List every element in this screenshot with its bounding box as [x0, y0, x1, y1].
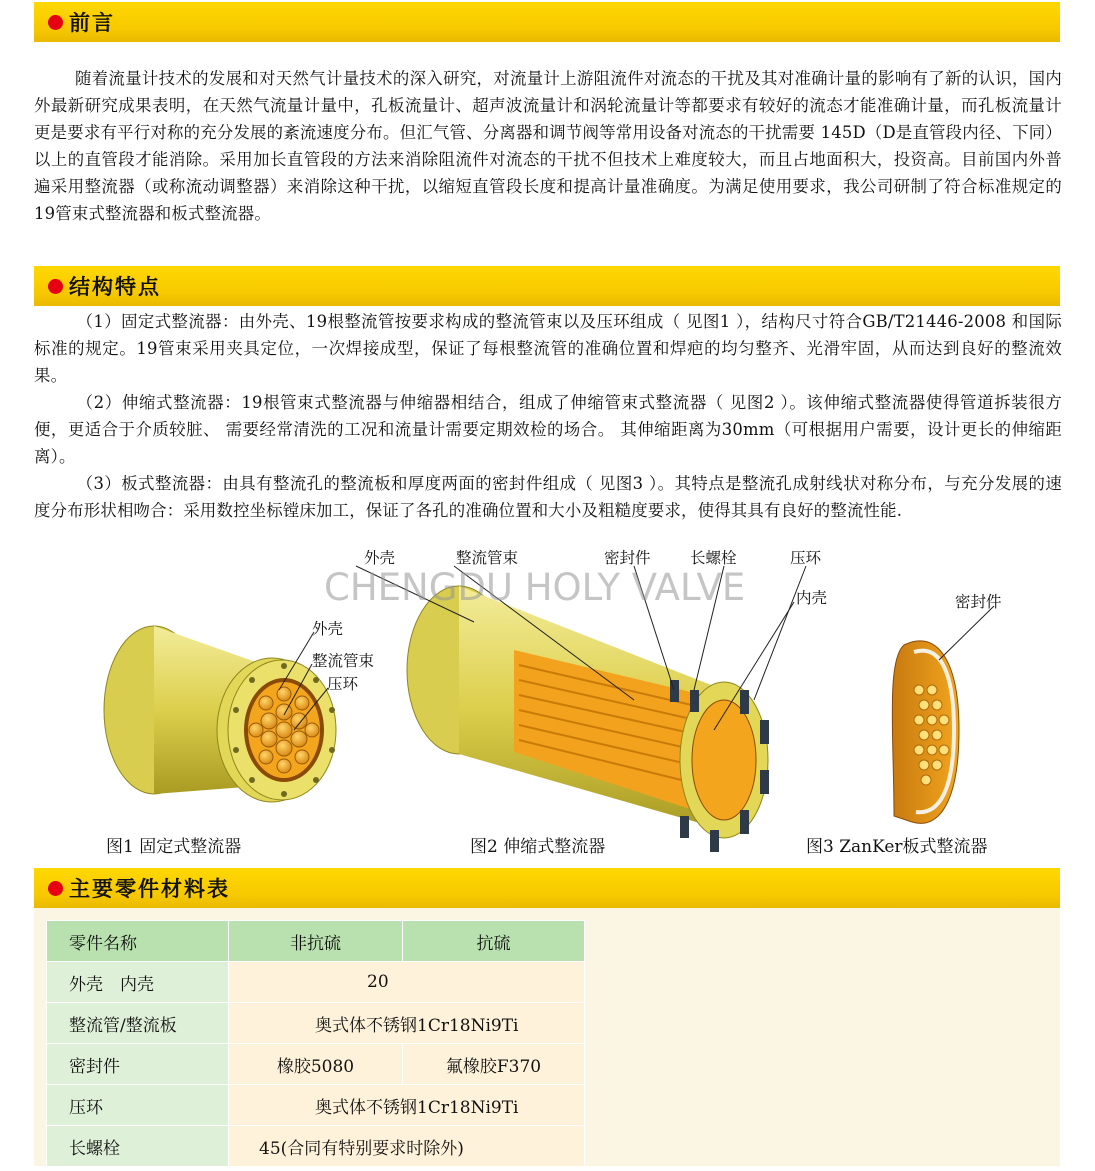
fig3-drawing — [892, 606, 994, 823]
fig1-label-shell: 外壳 — [312, 620, 344, 638]
fig2-label-inner-shell: 内壳 — [796, 589, 828, 607]
table-row — [47, 1126, 585, 1167]
table-cell-name: 密封件 — [47, 1044, 229, 1085]
structure-item-3: （3）板式整流器：由具有整流孔的整流板和厚度两面的密封件组成（ 见图3 ）。其特点是整流孔成射线状对称分布，与充分发展的速度分布形状相吻合：采用数控坐标镗床加工，保证了各孔的准确位置和大小及粗糙度要求，使得其具有良好的整流性能. — [34, 474, 1062, 520]
bullet-dot-icon — [48, 279, 63, 294]
table-cell-name: 外壳 内壳 — [47, 962, 229, 1003]
fig1-label-tube-bundle: 整流管束 — [312, 652, 375, 670]
table-row — [47, 962, 585, 1003]
fig2-label-shell: 外壳 — [364, 549, 396, 567]
table-cell-non-sulfur: 橡胶5080 — [229, 1044, 403, 1085]
structure-item-1: （1）固定式整流器：由外壳、19根整流管按要求构成的整流管束以及压环组成（ 见图1 ），结构尺寸符合GB/T21446-2008 和国际标准的规定。19管束采用夹具定位，一次焊接成型，保证了每根整流管的准确位置和焊疤的均匀整齐、光滑牢固，从而达到良好的整流效果。 — [34, 312, 1062, 385]
preface-text: 随着流量计技术的发展和对天然气计量技术的深入研究，对流量计上游阻流件对流态的干扰及其对准确计量的影响有了新的认识，国内外最新研究成果表明，在天然气流量计量中，孔板流量计、超声波流量计和涡轮流量计等都要求有较好的流态才能准确计量，而孔板流量计更是要求有平行对称的充分发展的紊流速度分布。但汇气管、分离器和调节阀等常用设备对流态的干扰需要 145D（D是直管段内径、下同）以上的直管段才能消除。采用加长直管段的方法来消除阻流件对流态的干扰不但技术上难度较大，而且占地面积大，投资高。目前国内外普遍采用整流器（或称流动调整器）来消除这种干扰，以缩短直管段长度和提高计量准确度。为满足使用要求，我公司研制了符合标准规定的19管束式整流器和板式整流器。 — [34, 69, 1062, 223]
table-cell-value: 奥式体不锈钢1Cr18Ni9Ti — [229, 1003, 585, 1044]
fig3-caption: 图3 ZanKer板式整流器 — [806, 837, 988, 857]
table-row — [47, 1003, 585, 1044]
section-title: 主要零件材料表 — [69, 877, 230, 901]
fig2-label-long-bolt: 长螺栓 — [690, 549, 737, 567]
materials-table — [46, 920, 585, 1167]
fig2-drawing — [407, 586, 769, 852]
table-header-sulfur: 抗硫 — [403, 921, 585, 962]
fig1-caption: 图1 固定式整流器 — [106, 837, 242, 857]
section-title: 前言 — [69, 11, 115, 35]
fig3-label-seal: 密封件 — [955, 593, 1002, 611]
fig2-caption: 图2 伸缩式整流器 — [470, 837, 606, 857]
fig2-label-tube-bundle: 整流管束 — [456, 549, 519, 567]
fig1-drawing — [104, 626, 336, 802]
table-header-part-name: 零件名称 — [47, 921, 229, 962]
structure-paragraphs — [34, 308, 1062, 524]
materials-table-panel — [34, 908, 1060, 1166]
table-cell-name: 整流管/整流板 — [47, 1003, 229, 1044]
table-cell-name: 长螺栓 — [47, 1126, 229, 1167]
bullet-dot-icon — [48, 15, 63, 30]
section-header-preface — [34, 2, 1060, 42]
preface-paragraph — [34, 65, 1062, 227]
table-row — [47, 1085, 585, 1126]
table-cell-sulfur: 氟橡胶F370 — [403, 1044, 585, 1085]
table-cell-value: 奥式体不锈钢1Cr18Ni9Ti — [229, 1085, 585, 1126]
table-cell-value: 20 — [229, 962, 585, 1003]
table-header-row — [47, 921, 585, 962]
watermark: CHENGDU HOLY VALVE — [324, 566, 746, 609]
table-cell-name: 压环 — [47, 1085, 229, 1126]
fig2-label-press-ring: 压环 — [790, 549, 822, 567]
structure-item-2: （2）伸缩式整流器：19根管束式整流器与伸缩器相结合，组成了伸缩管束式整流器（ 见图2 ）。该伸缩式整流器使得管道拆装很方便，更适合于介质较脏、 需要经常清洗的工况和流量计需要定期效检的场合。 其伸缩距离为30mm（可根据用户需要，设计更长的伸缩距离）。 — [34, 393, 1062, 466]
bullet-dot-icon — [48, 881, 63, 896]
table-cell-value: 45(合同有特别要求时除外) — [229, 1126, 585, 1167]
section-header-structure — [34, 266, 1060, 306]
table-row — [47, 1044, 585, 1085]
fig1-label-press-ring: 压环 — [327, 675, 359, 693]
section-header-materials — [34, 868, 1060, 908]
table-header-non-sulfur: 非抗硫 — [229, 921, 403, 962]
fig2-label-seal: 密封件 — [604, 549, 651, 567]
section-title: 结构特点 — [69, 275, 161, 299]
